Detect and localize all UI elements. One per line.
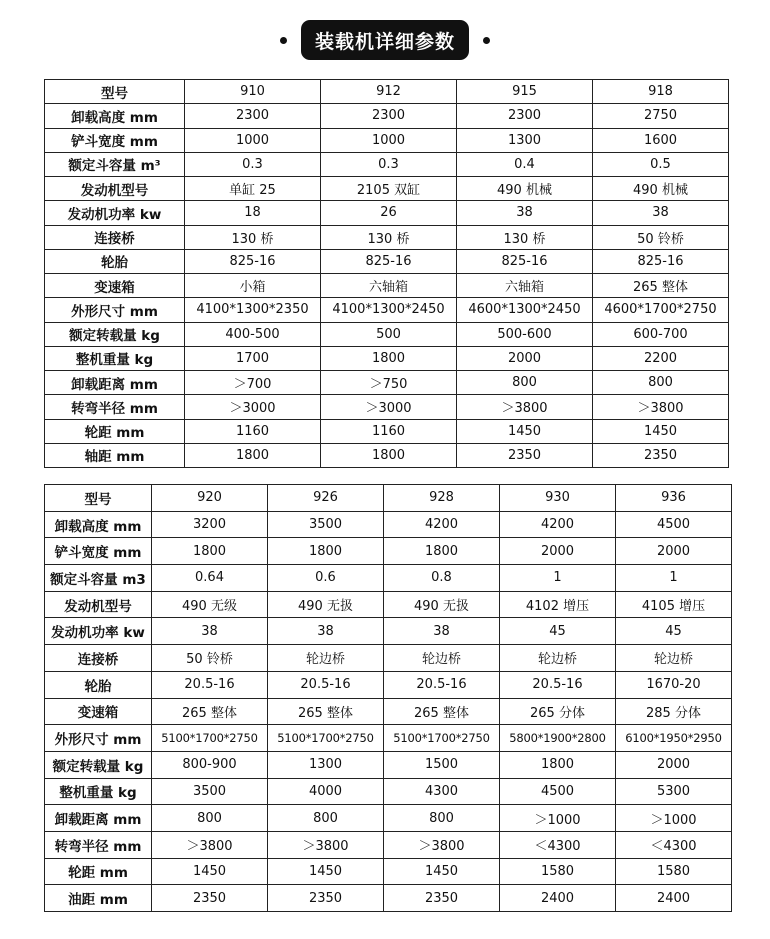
- row-label: 型号: [45, 485, 152, 512]
- table-cell: 1670-20: [616, 671, 732, 698]
- table-cell: 0.64: [152, 565, 268, 592]
- table-cell: 285 分体: [616, 698, 732, 725]
- table-cell: 800: [593, 371, 729, 395]
- table-cell: 轮边桥: [616, 645, 732, 672]
- table-cell: 20.5-16: [384, 671, 500, 698]
- page-header: [0, 19, 770, 61]
- table-cell: 1800: [500, 751, 616, 778]
- table-cell: 2350: [268, 885, 384, 912]
- table-cell: 1160: [185, 419, 321, 443]
- table-cell: 928: [384, 485, 500, 512]
- table-cell: 4500: [500, 778, 616, 805]
- table-cell: 490 无扱: [268, 591, 384, 618]
- table-row: [45, 618, 732, 645]
- table-cell: 38: [384, 618, 500, 645]
- table-cell: 130 桥: [457, 225, 593, 249]
- table-cell: 4105 增压: [616, 591, 732, 618]
- table-cell: 1000: [185, 128, 321, 152]
- spec-table-1: [44, 79, 729, 468]
- table-cell: 265 分体: [500, 698, 616, 725]
- table-cell: ＞750: [321, 371, 457, 395]
- row-label: 卸载高度 mm: [45, 511, 152, 538]
- table-cell: 45: [616, 618, 732, 645]
- table-row: [45, 322, 729, 346]
- table-cell: 490 无级: [152, 591, 268, 618]
- row-label: 铲斗宽度 mm: [45, 538, 152, 565]
- table-cell: 2350: [457, 443, 593, 467]
- table-cell: 1450: [152, 858, 268, 885]
- table-cell: 4300: [384, 778, 500, 805]
- table-row: [45, 177, 729, 201]
- row-label: 整机重量 kg: [45, 346, 185, 370]
- table-cell: 45: [500, 618, 616, 645]
- table-cell: 265 整体: [593, 274, 729, 298]
- table-cell: 800: [268, 805, 384, 832]
- table-cell: 500: [321, 322, 457, 346]
- table-row: [45, 485, 732, 512]
- table-cell: 0.8: [384, 565, 500, 592]
- table-cell: 6100*1950*2950: [616, 725, 732, 752]
- row-label: 额定转载量 kg: [45, 322, 185, 346]
- table-row: [45, 671, 732, 698]
- row-label: 轮胎: [45, 671, 152, 698]
- table-cell: 1800: [321, 346, 457, 370]
- table-cell: 1580: [616, 858, 732, 885]
- table-cell: 38: [457, 201, 593, 225]
- table-cell: 600-700: [593, 322, 729, 346]
- table-row: [45, 805, 732, 832]
- table-cell: 轮边桥: [384, 645, 500, 672]
- table-cell: 六轴箱: [457, 274, 593, 298]
- table-cell: 4100*1300*2450: [321, 298, 457, 322]
- table-cell: 825-16: [321, 249, 457, 273]
- table-cell: 1800: [268, 538, 384, 565]
- table-cell: 50 铃桥: [593, 225, 729, 249]
- table-cell: 50 铃桥: [152, 645, 268, 672]
- table-cell: 2350: [152, 885, 268, 912]
- table-cell: 936: [616, 485, 732, 512]
- table-cell: 4000: [268, 778, 384, 805]
- table-cell: 2300: [457, 104, 593, 128]
- table-cell: 130 桥: [321, 225, 457, 249]
- row-label: 轴距 mm: [45, 443, 185, 467]
- table-cell: 38: [593, 201, 729, 225]
- table-cell: 单缸 25: [185, 177, 321, 201]
- table-cell: 2200: [593, 346, 729, 370]
- row-label: 轮距 mm: [45, 419, 185, 443]
- table-row: [45, 104, 729, 128]
- table-cell: 800-900: [152, 751, 268, 778]
- table-row: [45, 249, 729, 273]
- table-cell: 1450: [268, 858, 384, 885]
- table-cell: 1450: [384, 858, 500, 885]
- table-cell: 1450: [593, 419, 729, 443]
- table-cell: 0.3: [321, 152, 457, 176]
- table-cell: ＞700: [185, 371, 321, 395]
- row-label: 发动机型号: [45, 591, 152, 618]
- table-cell: 3200: [152, 511, 268, 538]
- table-row: [45, 751, 732, 778]
- table-cell: 825-16: [457, 249, 593, 273]
- table-cell: ＞1000: [616, 805, 732, 832]
- table-cell: 5300: [616, 778, 732, 805]
- table-cell: ＞3800: [457, 395, 593, 419]
- row-label: 发动机功率 kw: [45, 618, 152, 645]
- table-cell: 1800: [185, 443, 321, 467]
- table-row: [45, 443, 729, 467]
- table-row: [45, 346, 729, 370]
- table-cell: 0.5: [593, 152, 729, 176]
- table-cell: 2000: [616, 538, 732, 565]
- row-label: 卸载距离 mm: [45, 805, 152, 832]
- table-cell: 2000: [457, 346, 593, 370]
- table-row: [45, 831, 732, 858]
- table-cell: ＞3000: [185, 395, 321, 419]
- row-label: 轮距 mm: [45, 858, 152, 885]
- row-label: 变速箱: [45, 274, 185, 298]
- table-cell: 265 整体: [384, 698, 500, 725]
- row-label: 转弯半径 mm: [45, 831, 152, 858]
- table-cell: 轮边桥: [268, 645, 384, 672]
- table-cell: 2105 双缸: [321, 177, 457, 201]
- table-cell: ＞1000: [500, 805, 616, 832]
- table-cell: 130 桥: [185, 225, 321, 249]
- row-label: 连接桥: [45, 645, 152, 672]
- table-row: [45, 395, 729, 419]
- table-cell: 265 整体: [268, 698, 384, 725]
- table-cell: 1500: [384, 751, 500, 778]
- table-cell: 400-500: [185, 322, 321, 346]
- table-cell: 20.5-16: [500, 671, 616, 698]
- row-label: 连接桥: [45, 225, 185, 249]
- table-cell: 38: [268, 618, 384, 645]
- table-cell: 490 机械: [593, 177, 729, 201]
- table-cell: 4500: [616, 511, 732, 538]
- row-label: 油距 mm: [45, 885, 152, 912]
- table-row: [45, 201, 729, 225]
- table-cell: 2300: [185, 104, 321, 128]
- table-row: [45, 274, 729, 298]
- table-cell: 1450: [457, 419, 593, 443]
- table-cell: 490 机械: [457, 177, 593, 201]
- row-label: 额定斗容量 m³: [45, 152, 185, 176]
- table-cell: 4200: [500, 511, 616, 538]
- table-cell: 0.3: [185, 152, 321, 176]
- table-row: [45, 419, 729, 443]
- row-label: 外形尺寸 mm: [45, 298, 185, 322]
- row-label: 额定转载量 kg: [45, 751, 152, 778]
- table-cell: 2400: [616, 885, 732, 912]
- table-cell: 1300: [457, 128, 593, 152]
- table-cell: 2350: [593, 443, 729, 467]
- table-cell: 2300: [321, 104, 457, 128]
- table-row: [45, 565, 732, 592]
- table-cell: 5100*1700*2750: [384, 725, 500, 752]
- table-cell: 18: [185, 201, 321, 225]
- row-label: 变速箱: [45, 698, 152, 725]
- table-cell: 1800: [152, 538, 268, 565]
- table-row: [45, 80, 729, 104]
- table-cell: 六轴箱: [321, 274, 457, 298]
- table-cell: 926: [268, 485, 384, 512]
- table-cell: 1: [500, 565, 616, 592]
- table-cell: 825-16: [593, 249, 729, 273]
- table-cell: 3500: [152, 778, 268, 805]
- row-label: 铲斗宽度 mm: [45, 128, 185, 152]
- table-cell: ＞3800: [384, 831, 500, 858]
- table-cell: 910: [185, 80, 321, 104]
- table-row: [45, 885, 732, 912]
- table-cell: 1700: [185, 346, 321, 370]
- table-cell: 2000: [500, 538, 616, 565]
- table-cell: 918: [593, 80, 729, 104]
- table-row: [45, 511, 732, 538]
- table-cell: ＞3800: [152, 831, 268, 858]
- table-cell: 4100*1300*2350: [185, 298, 321, 322]
- row-label: 额定斗容量 m3: [45, 565, 152, 592]
- table-row: [45, 152, 729, 176]
- row-label: 转弯半径 mm: [45, 395, 185, 419]
- table-cell: 1160: [321, 419, 457, 443]
- table-row: [45, 778, 732, 805]
- table-cell: 2400: [500, 885, 616, 912]
- table-cell: 1580: [500, 858, 616, 885]
- row-label: 轮胎: [45, 249, 185, 273]
- bullet-dot-icon: [280, 37, 287, 44]
- table-row: [45, 858, 732, 885]
- table-row: [45, 538, 732, 565]
- table-cell: 轮边桥: [500, 645, 616, 672]
- table-cell: 小箱: [185, 274, 321, 298]
- table-cell: 1300: [268, 751, 384, 778]
- table-row: [45, 371, 729, 395]
- table-cell: 912: [321, 80, 457, 104]
- table-cell: 4600*1300*2450: [457, 298, 593, 322]
- table-cell: 4200: [384, 511, 500, 538]
- table-row: [45, 591, 732, 618]
- table-cell: 2350: [384, 885, 500, 912]
- table-cell: 930: [500, 485, 616, 512]
- table-cell: 915: [457, 80, 593, 104]
- table-cell: ＞3800: [268, 831, 384, 858]
- table-cell: 2750: [593, 104, 729, 128]
- table-cell: 265 整体: [152, 698, 268, 725]
- table-cell: 38: [152, 618, 268, 645]
- table-row: [45, 128, 729, 152]
- table-row: [45, 698, 732, 725]
- table-cell: 4600*1700*2750: [593, 298, 729, 322]
- table-cell: 5100*1700*2750: [152, 725, 268, 752]
- row-label: 卸载高度 mm: [45, 104, 185, 128]
- table-row: [45, 725, 732, 752]
- table-row: [45, 225, 729, 249]
- table-cell: 500-600: [457, 322, 593, 346]
- table-cell: ＞3800: [593, 395, 729, 419]
- table-cell: 800: [384, 805, 500, 832]
- table-cell: 5800*1900*2800: [500, 725, 616, 752]
- row-label: 卸载距离 mm: [45, 371, 185, 395]
- page-title: 装载机详细参数: [301, 20, 469, 60]
- table-cell: 1600: [593, 128, 729, 152]
- table-cell: ＞3000: [321, 395, 457, 419]
- table-cell: 800: [152, 805, 268, 832]
- table-cell: 825-16: [185, 249, 321, 273]
- table-row: [45, 645, 732, 672]
- table-cell: 1: [616, 565, 732, 592]
- spec-table-2: [44, 484, 732, 912]
- table-cell: 3500: [268, 511, 384, 538]
- table-cell: 0.4: [457, 152, 593, 176]
- table-cell: 1800: [384, 538, 500, 565]
- table-cell: 1800: [321, 443, 457, 467]
- table-cell: ＜4300: [616, 831, 732, 858]
- table-cell: 4102 增压: [500, 591, 616, 618]
- table-cell: 20.5-16: [268, 671, 384, 698]
- table-cell: 2000: [616, 751, 732, 778]
- row-label: 外形尺寸 mm: [45, 725, 152, 752]
- table-cell: ＜4300: [500, 831, 616, 858]
- table-cell: 490 无扱: [384, 591, 500, 618]
- row-label: 型号: [45, 80, 185, 104]
- table-cell: 1000: [321, 128, 457, 152]
- table-cell: 5100*1700*2750: [268, 725, 384, 752]
- table-cell: 920: [152, 485, 268, 512]
- row-label: 发动机功率 kw: [45, 201, 185, 225]
- table-cell: 800: [457, 371, 593, 395]
- row-label: 整机重量 kg: [45, 778, 152, 805]
- bullet-dot-icon: [483, 37, 490, 44]
- table-cell: 26: [321, 201, 457, 225]
- table-cell: 20.5-16: [152, 671, 268, 698]
- table-cell: 0.6: [268, 565, 384, 592]
- row-label: 发动机型号: [45, 177, 185, 201]
- table-row: [45, 298, 729, 322]
